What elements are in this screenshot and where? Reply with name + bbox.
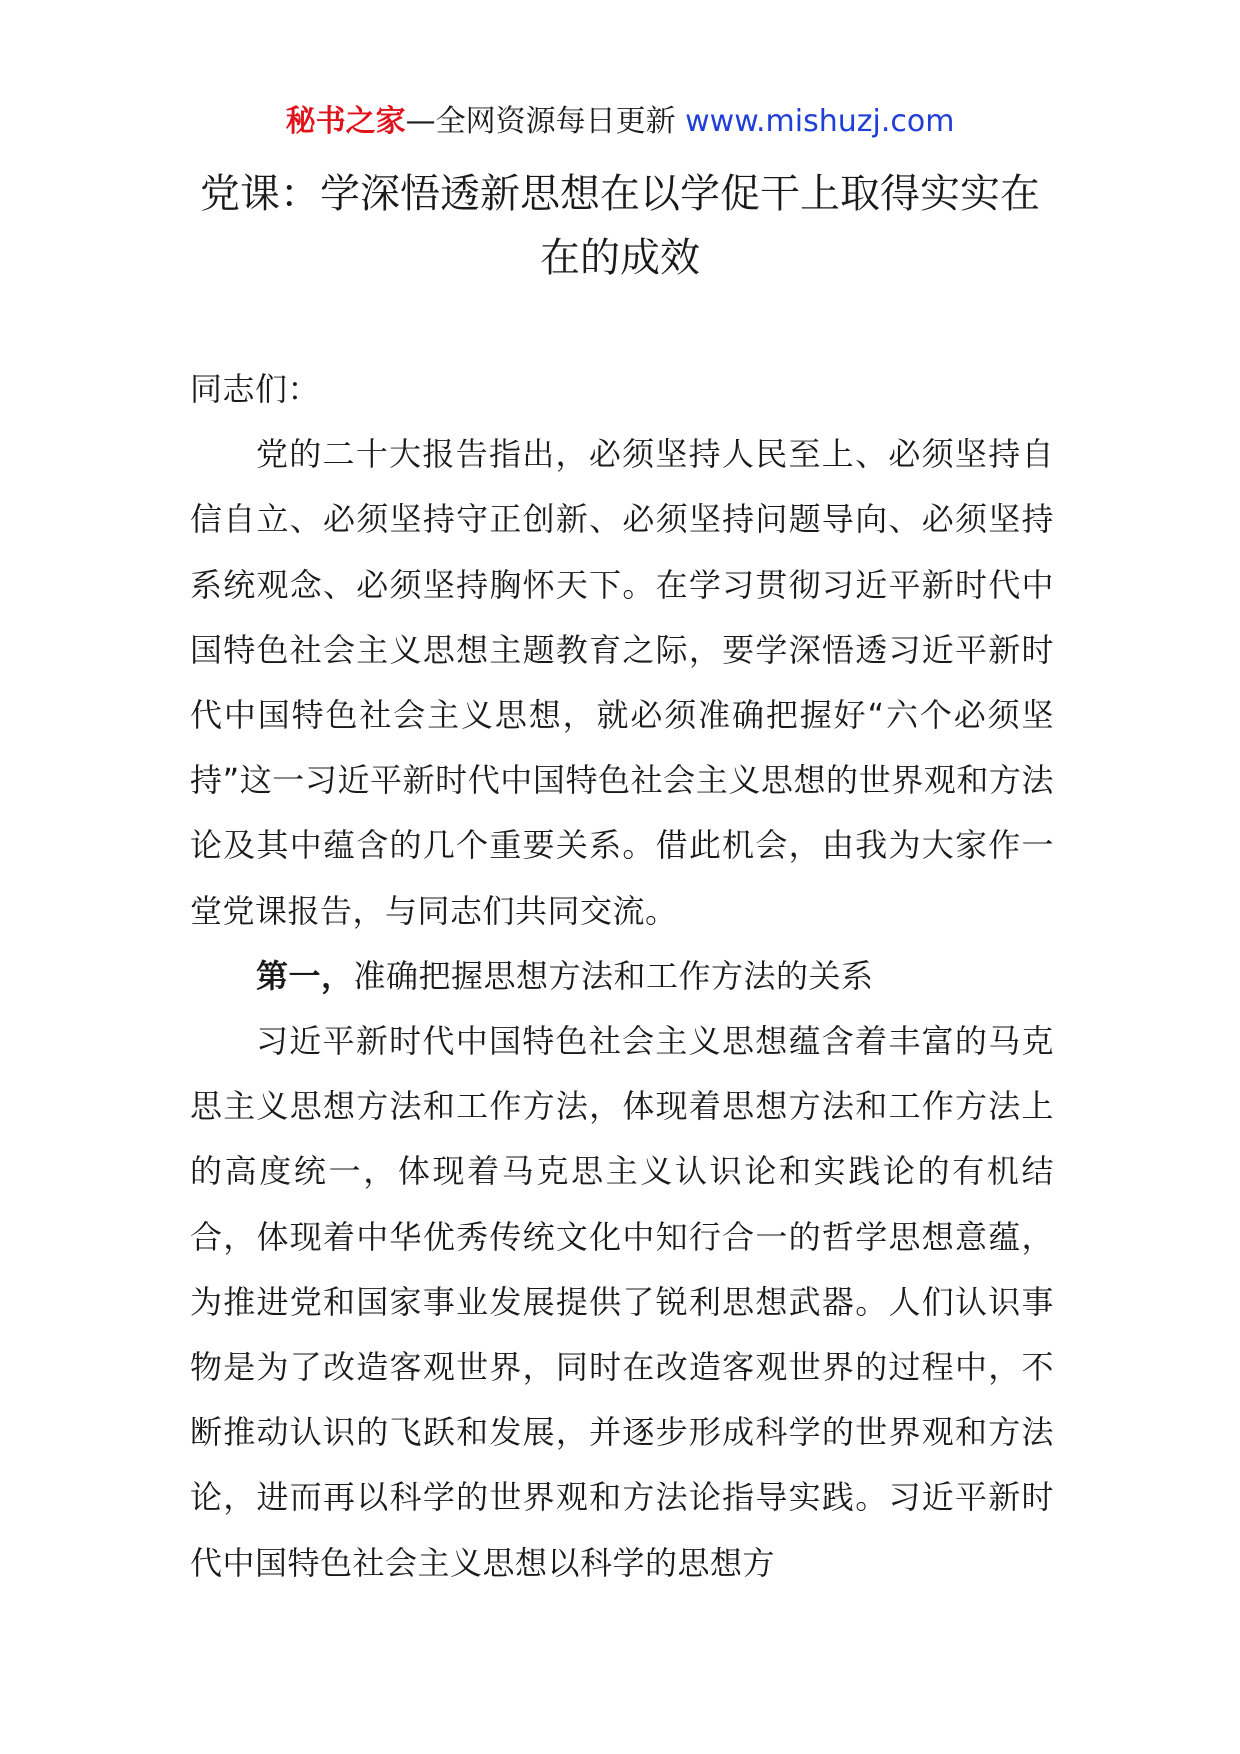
site-url[interactable]: www.mishuzj.com: [685, 104, 955, 139]
site-tagline: —全网资源每日更新: [405, 104, 686, 139]
site-brand: 秘书之家: [285, 104, 406, 139]
section-paragraph: 习近平新时代中国特色社会主义思想蕴含着丰富的马克思主义思想方法和工作方法，体现着思想方法和工作方法上的高度统一，体现着马克思主义认识论和实践论的有机结合，体现着中华优秀传统文化中知行合一的哲学思想意蕴，为推进党和国家事业发展提供了锐利思想武器。人们认识事物是为了改造客观世界，同时在改造客观世界的过程中，不断推动认识的飞跃和发展，并逐步形成科学的世界观和方法论，进而再以科学的世界观和方法论指导实践。习近平新时代中国特色社会主义思想以科学的思想方: [190, 1022, 1054, 1582]
site-header: [0, 102, 1240, 142]
section-heading-text: 准确把握思想方法和工作方法的关系: [353, 956, 874, 995]
section-heading: [190, 944, 1054, 1009]
intro-paragraph: 党的二十大报告指出，必须坚持人民至上、必须坚持自信自立、必须坚持守正创新、必须坚持问题导向、必须坚持系统观念、必须坚持胸怀天下。在学习贯彻习近平新时代中国特色社会主义思想主题教育之际，要学深悟透习近平新时代中国特色社会主义思想，就必须准确把握好“六个必须坚持”这一习近平新时代中国特色社会主义思想的世界观和方法论及其中蕴含的几个重要关系。借此机会，由我为大家作一堂党课报告，与同志们共同交流。: [190, 435, 1054, 930]
document-title: 党课：学深悟透新思想在以学促干上取得实实在在的成效: [200, 171, 1040, 281]
salutation: 同志们：: [190, 370, 321, 408]
document-body: [190, 357, 1054, 1596]
section-heading-lead: 第一，: [256, 956, 354, 995]
